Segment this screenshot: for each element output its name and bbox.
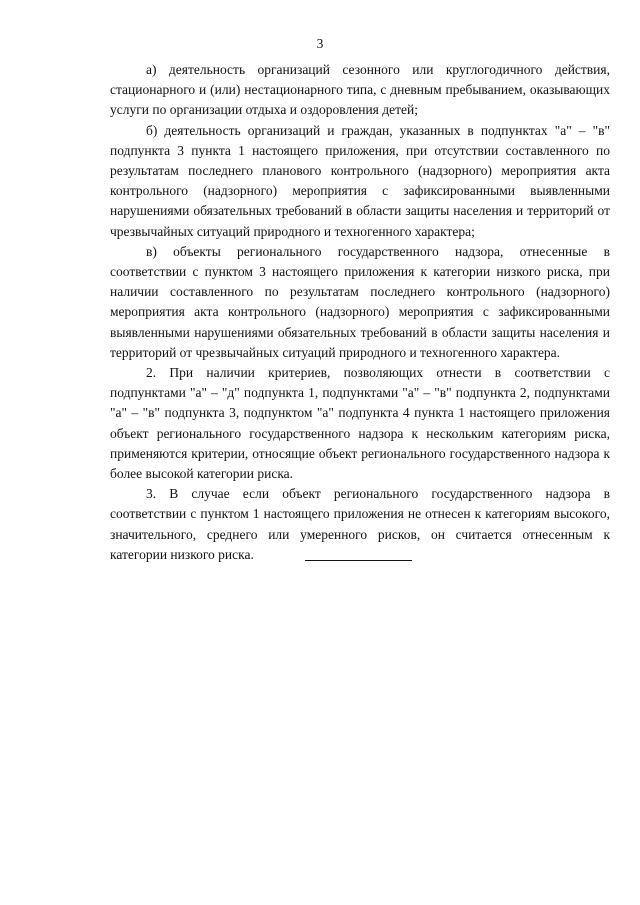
paragraph-item-2: 2. При наличии критериев, позволяющих отнести в соответствии с подпунктами "а" – "д" подпункта 1, подпунктами "а" – "в" подпункта 2, подпунктами "а" – "в" подпункта 3, подпунктом "а" подпункта 4 пункта 1 настоящего приложения объект регионального государственного надзора к нескольким категориям риска, применяются критерии, относящие объект регионального государственного надзора к более высокой категории риска. [110,365,610,482]
end-of-document-rule [305,560,412,561]
paragraph-a: а) деятельность организаций сезонного или круглогодичного действия, стационарного и (или) нестационарного типа, с дневным пребыванием, оказывающих услуги по организации отдыха и оздоровления детей; [110,62,610,118]
document-body [110,60,610,565]
paragraph-v: в) объекты регионального государственного надзора, отнесенные в соответствии с пунктом 3 настоящего приложения к категории низкого риска, при наличии составленного по результатам последнего контрольного (надзорного) мероприятия акта контрольного (надзорного) мероприятия с зафиксированными выявленными нарушениями обязательных требований в области защиты населения и территорий от чрезвычайных ситуаций природного и техногенного характера. [110,243,610,360]
paragraph-item-3: 3. В случае если объект регионального государственного надзора в соответствии с пунктом 1 настоящего приложения не отнесен к категориям высокого, значительного, среднего или умеренного рисков, он считается отнесенным к категории низкого риска. [110,486,610,562]
page-number: 3 [316,36,324,51]
paragraph-b: б) деятельность организаций и граждан, указанных в подпунктах "а" – "в" подпункта 3 пункта 1 настоящего приложения, при отсутствии составленного по результатам последнего планового контрольного (надзорного) мероприятия акта контрольного (надзорного) мероприятия с зафиксированными выявленными нарушениями обязательных требований в области защиты населения и территорий от чрезвычайных ситуаций природного и техногенного характера; [110,122,610,239]
